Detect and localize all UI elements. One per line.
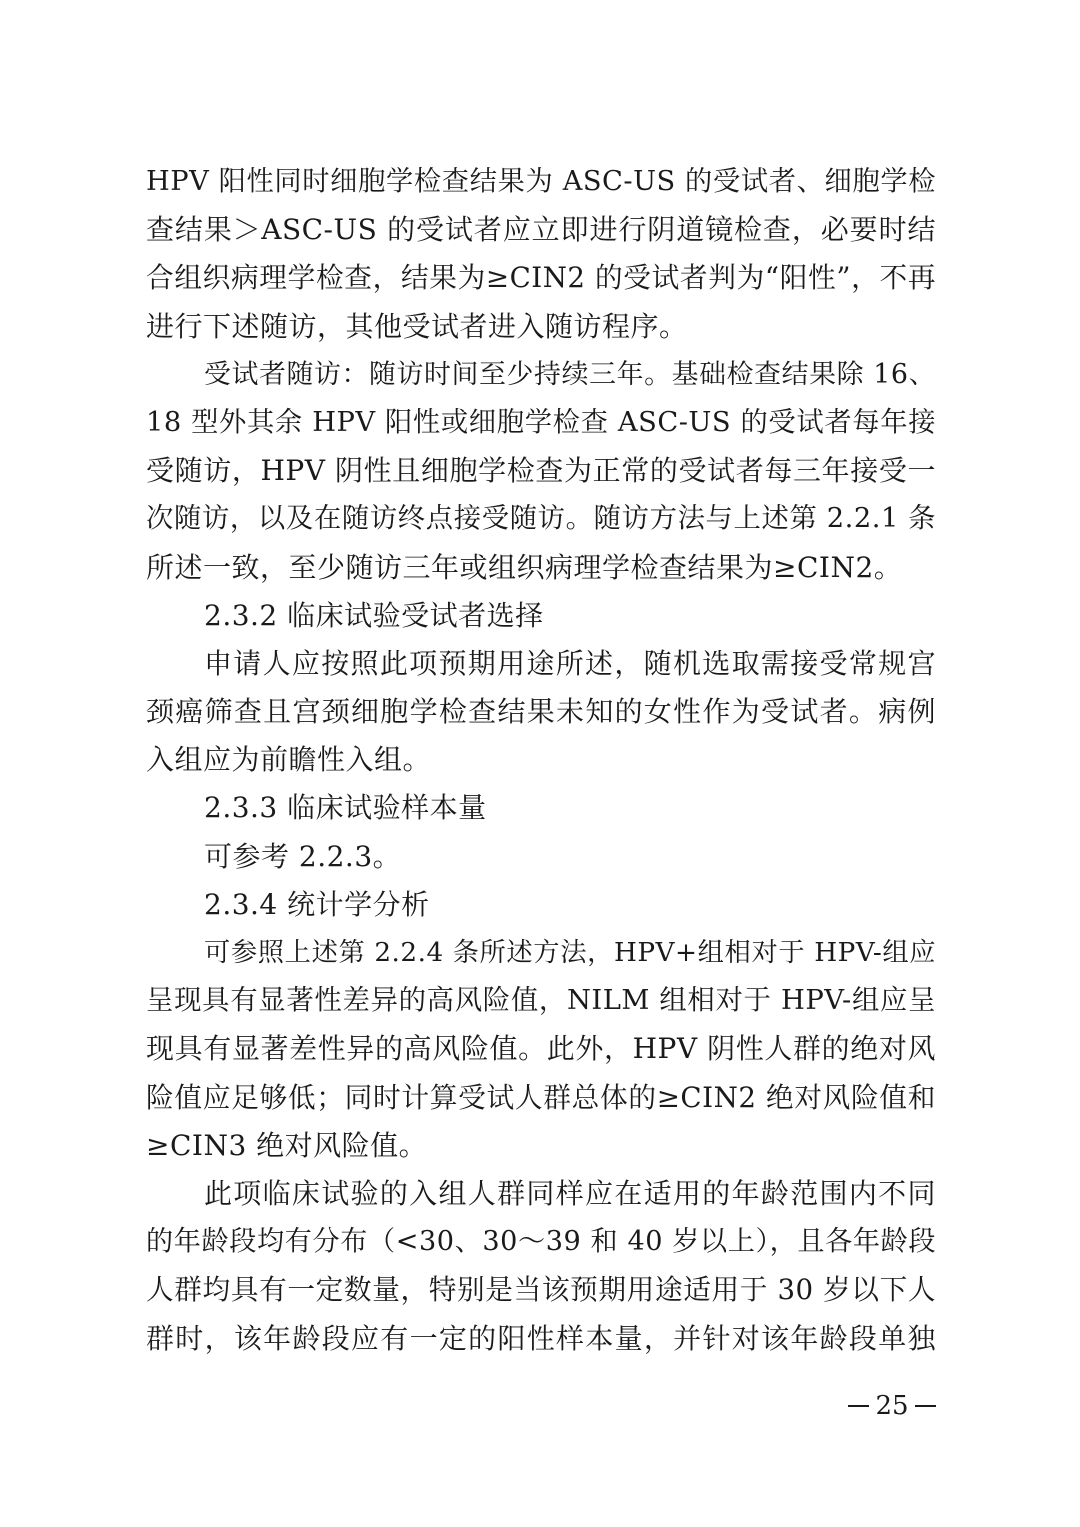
section-heading: 2.3.4 统计学分析 <box>204 887 430 921</box>
text-line: 现具有显著差性异的高风险值。此外，HPV 阴性人群的绝对风 <box>146 1032 936 1066</box>
text-line: 受随访，HPV 阴性且细胞学检查为正常的受试者每三年接受一 <box>146 454 936 488</box>
text-line: 颈癌筛查且宫颈细胞学检查结果未知的女性作为受试者。病例 <box>146 695 936 729</box>
text-line: 此项临床试验的入组人群同样应在适用的年龄范围内不同 <box>204 1176 936 1210</box>
text-line: ≥CIN3 绝对风险值。 <box>146 1128 428 1162</box>
text-line: 申请人应按照此项预期用途所述，随机选取需接受常规宫 <box>204 646 936 680</box>
text-line: 险值应足够低；同时计算受试人群总体的≥CIN2 绝对风险值和 <box>146 1080 936 1114</box>
text-line: 受试者随访：随访时间至少持续三年。基础检查结果除 16、 <box>204 358 936 390</box>
text-line: 入组应为前瞻性入组。 <box>146 743 432 777</box>
text-line: 查结果＞ASC-US 的受试者应立即进行阴道镜检查，必要时结 <box>146 213 936 247</box>
text-line: 合组织病理学检查，结果为≥CIN2 的受试者判为“阳性”，不再 <box>146 261 936 295</box>
text-line: 人群均具有一定数量，特别是当该预期用途适用于 30 岁以下人 <box>146 1273 936 1307</box>
text-line: 进行下述随访，其他受试者进入随访程序。 <box>146 309 688 343</box>
text-line: 所述一致，至少随访三年或组织病理学检查结果为≥CIN2。 <box>146 550 903 584</box>
body-text <box>146 158 936 1363</box>
text-line: 18 型外其余 HPV 阳性或细胞学检查 ASC-US 的受试者每年接 <box>146 406 936 438</box>
text-line: HPV 阳性同时细胞学检查结果为 ASC-US 的受试者、细胞学检 <box>146 166 936 197</box>
section-heading: 2.3.3 临床试验样本量 <box>204 791 487 825</box>
text-line: 可参考 2.2.3。 <box>204 839 402 873</box>
page-footer <box>842 1386 942 1426</box>
section-heading: 2.3.2 临床试验受试者选择 <box>204 598 544 632</box>
text-line: 的年龄段均有分布（<30、30～39 和 40 岁以上），且各年龄段 <box>146 1226 936 1258</box>
text-line: 群时，该年龄段应有一定的阳性样本量，并针对该年龄段单独 <box>146 1321 936 1355</box>
text-line: 次随访，以及在随访终点接受随访。随访方法与上述第 2.2.1 条 <box>146 503 936 535</box>
page-number: 25 <box>875 1391 909 1421</box>
text-line: 可参照上述第 2.2.4 条所述方法，HPV+组相对于 HPV-组应 <box>204 938 936 968</box>
footer-dash-left <box>848 1405 869 1407</box>
footer-dash-right <box>915 1405 936 1407</box>
text-line: 呈现具有显著性差异的高风险值，NILM 组相对于 HPV-组应呈 <box>146 985 936 1017</box>
